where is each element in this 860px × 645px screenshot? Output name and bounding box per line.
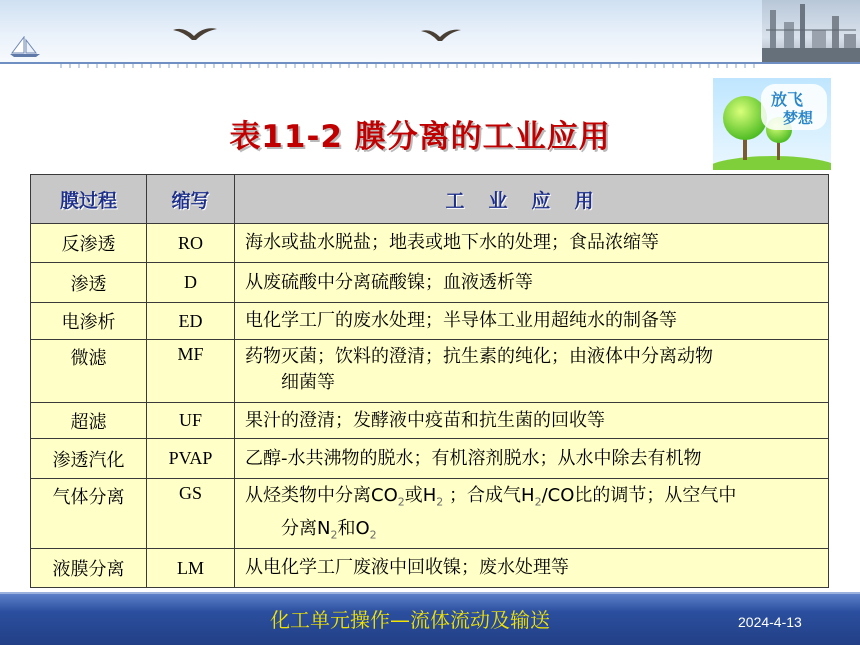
subscript: 2 bbox=[369, 528, 377, 542]
subscript: 2 bbox=[534, 495, 542, 509]
cell-abbr: PVAP bbox=[147, 439, 235, 479]
cell-application-line bbox=[245, 516, 828, 549]
cell-process: 微滤 bbox=[31, 340, 147, 403]
cell-application-line: 细菌等 bbox=[281, 372, 335, 393]
cell-process: 反渗透 bbox=[31, 224, 147, 263]
table-header-row bbox=[31, 175, 829, 224]
text-part: /CO比的调节；从空气中 bbox=[541, 485, 737, 506]
cell-application bbox=[235, 479, 829, 549]
cell-abbr: RO bbox=[147, 224, 235, 263]
cell-process: 渗透 bbox=[31, 263, 147, 303]
cell-process: 液膜分离 bbox=[31, 549, 147, 588]
text-part: ；合成气H bbox=[443, 485, 535, 506]
cell-application: 海水或盐水脱盐；地表或地下水的处理；食品浓缩等 bbox=[235, 224, 829, 263]
cell-process: 渗透汽化 bbox=[31, 439, 147, 479]
footer-title-wrapper bbox=[0, 604, 860, 633]
cell-abbr: GS bbox=[147, 479, 235, 549]
cell-process: 电渗析 bbox=[31, 303, 147, 340]
header-application: 工业应用 bbox=[235, 175, 829, 224]
header-abbr: 缩写 bbox=[147, 175, 235, 224]
seagull-icon bbox=[420, 26, 462, 44]
text-part: 分离N bbox=[281, 517, 331, 539]
footer-date: 2024-4-13 bbox=[738, 614, 802, 630]
header-dotted-line bbox=[60, 64, 760, 68]
subscript: 2 bbox=[330, 528, 338, 542]
cell-application-line: 药物灭菌；饮料的澄清；抗生素的纯化；由液体中分离动物 bbox=[245, 346, 713, 367]
text-part: 和O bbox=[337, 517, 370, 539]
cell-abbr: D bbox=[147, 263, 235, 303]
table-row bbox=[31, 340, 829, 403]
page-title-wrapper bbox=[0, 111, 860, 155]
cell-application: 从废硫酸中分离硫酸镍；血液透析等 bbox=[235, 263, 829, 303]
table-row bbox=[31, 479, 829, 549]
seagull-icon bbox=[172, 24, 218, 44]
factory-photo bbox=[762, 0, 860, 62]
table-row bbox=[31, 303, 829, 340]
membrane-application-table bbox=[30, 174, 829, 588]
cell-application: 电化学工厂的废水处理；半导体工业用超纯水的制备等 bbox=[235, 303, 829, 340]
cell-process: 气体分离 bbox=[31, 479, 147, 549]
cell-application: 乙醇-水共沸物的脱水；有机溶剂脱水；从水中除去有机物 bbox=[235, 439, 829, 479]
footer-bar bbox=[0, 594, 860, 645]
cell-abbr: MF bbox=[147, 340, 235, 403]
cell-abbr: UF bbox=[147, 403, 235, 439]
cell-application: 从电化学工厂废液中回收镍；废水处理等 bbox=[235, 549, 829, 588]
cell-application: 果汁的澄清；发酵液中疫苗和抗生菌的回收等 bbox=[235, 403, 829, 439]
table-row bbox=[31, 403, 829, 439]
subscript: 2 bbox=[436, 495, 444, 509]
page-title: 表11-2 膜分离的工业应用 bbox=[229, 119, 611, 155]
footer-title: 化工单元操作—流体流动及输送 bbox=[270, 608, 550, 632]
cell-application bbox=[235, 340, 829, 403]
logo-text-fly: 放飞 bbox=[771, 90, 804, 109]
logo-text-dream: 梦想 bbox=[783, 109, 814, 127]
table-row bbox=[31, 549, 829, 588]
text-part: 或H bbox=[404, 485, 437, 506]
cell-process: 超滤 bbox=[31, 403, 147, 439]
subscript: 2 bbox=[397, 495, 405, 509]
text-part: 从烃类物中分离CO bbox=[245, 485, 398, 506]
table-row bbox=[31, 263, 829, 303]
header-process: 膜过程 bbox=[31, 175, 147, 224]
sailboat-icon bbox=[8, 36, 42, 58]
cell-abbr: LM bbox=[147, 549, 235, 588]
table-row bbox=[31, 439, 829, 479]
cell-abbr: ED bbox=[147, 303, 235, 340]
table-row bbox=[31, 224, 829, 263]
